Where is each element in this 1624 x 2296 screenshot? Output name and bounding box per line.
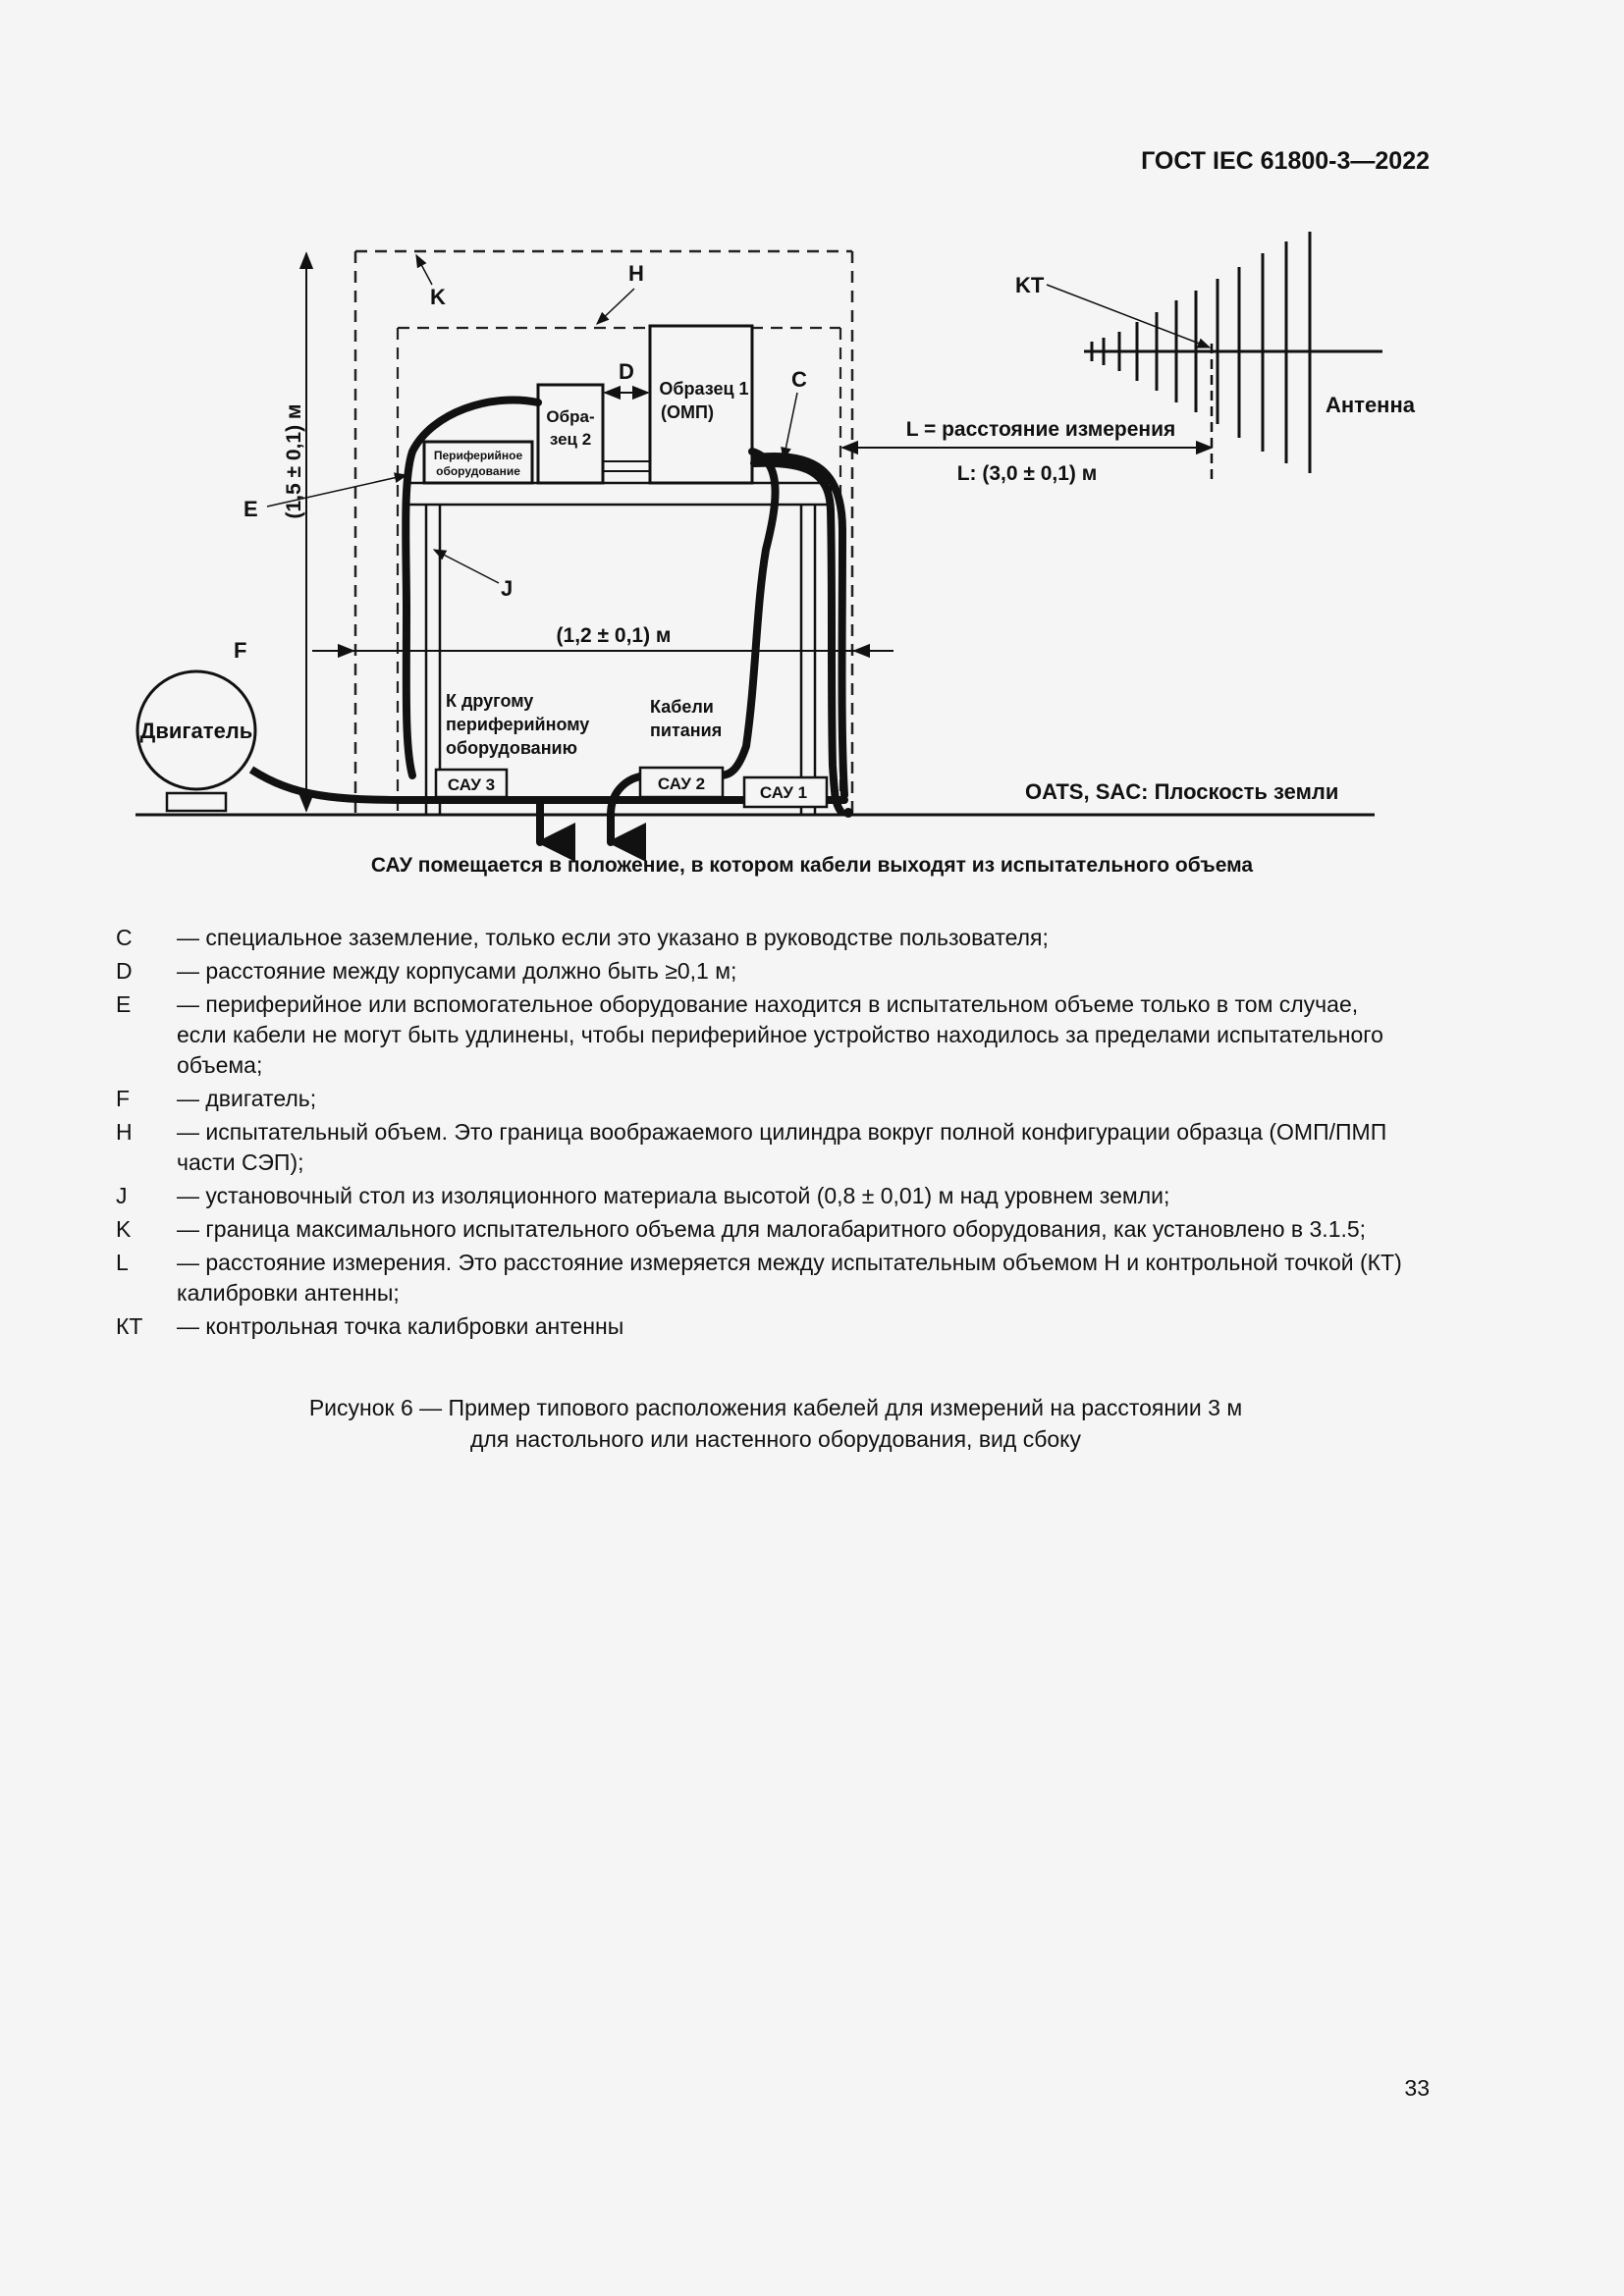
legend-text: — расстояние измерения. Это расстояние измеряется между испытательным объемом H и контрольной точкой (КТ) калибровки антенны; — [177, 1250, 1402, 1306]
legend-key: C — [116, 925, 133, 950]
legend-text: — периферийное или вспомогательное оборудование находится в испытательном объеме только в том случае, если кабели не могут быть удлинены, чтобы периферийное устройство находилось за пределами испытательного объема; — [177, 991, 1383, 1078]
legend-item — [116, 956, 1412, 987]
cau-1-label: САУ 1 — [759, 783, 808, 802]
label-d: D — [619, 359, 634, 384]
legend-item — [116, 923, 1412, 953]
legend-key: H — [116, 1119, 133, 1145]
legend-item — [116, 1311, 1412, 1342]
label-c: C — [791, 367, 807, 392]
legend-key: J — [116, 1183, 128, 1208]
sample-1-label-line1: Образец 1 — [659, 379, 749, 399]
legend-item — [116, 989, 1412, 1081]
distance-label: L = расстояние измерения — [905, 418, 1176, 441]
legend-key: D — [116, 958, 133, 984]
legend-item — [116, 1117, 1412, 1178]
legend-text: — граница максимального испытательного объема для малогабаритного оборудования, как установлено в 3.1.5; — [177, 1216, 1367, 1242]
cable-arrangement-diagram — [0, 0, 1624, 883]
legend-text: — специальное заземление, только если это указано в руководстве пользователя; — [177, 925, 1049, 950]
legend-text: — контрольная точка калибровки антенны — [177, 1313, 624, 1339]
distance-value: L: (3,0 ± 0,1) м — [956, 462, 1098, 485]
power-cables-line2: питания — [650, 721, 723, 740]
legend-item — [116, 1084, 1412, 1114]
page-number: 33 — [1404, 2075, 1430, 2101]
motor-label: Двигатель — [139, 719, 253, 743]
legend-key: E — [116, 991, 132, 1017]
sample-2-label-line1: Обра- — [546, 407, 595, 426]
label-h: H — [628, 261, 644, 286]
legend-text: — испытательный объем. Это граница воображаемого цилиндра вокруг полной конфигурации образца (ОМП/ПМП части СЭП); — [177, 1119, 1387, 1175]
label-j: J — [501, 576, 514, 601]
legend-key: K — [116, 1216, 132, 1242]
document-header: ГОСТ IEC 61800-3—2022 — [1141, 147, 1430, 175]
power-cables-line1: Кабели — [650, 697, 714, 717]
motor-cable — [251, 770, 412, 800]
legend-item — [116, 1181, 1412, 1211]
sample-2-label-line2: зец 2 — [549, 430, 592, 449]
legend-item — [116, 1248, 1412, 1308]
label-f: F — [234, 638, 247, 663]
label-k: K — [430, 285, 446, 309]
legend-list — [116, 923, 1412, 1345]
cau-3-label: САУ 3 — [447, 775, 496, 794]
cables-other-line3: оборудованию — [446, 738, 577, 758]
k-boundary — [355, 251, 852, 815]
peripheral-label-line2: оборудование — [436, 464, 520, 478]
legend-item — [116, 1214, 1412, 1245]
legend-text: — расстояние между корпусами должно быть ≥0,1 м; — [177, 958, 737, 984]
peripheral-label-line1: Периферийное — [433, 449, 523, 462]
antenna-label: Антенна — [1326, 393, 1415, 417]
legend-key: КТ — [116, 1313, 143, 1339]
legend-text: — двигатель; — [177, 1086, 317, 1111]
legend-key: F — [116, 1086, 131, 1111]
cau-2-label: САУ 2 — [657, 774, 706, 793]
legend-text: — установочный стол из изоляционного материала высотой (0,8 ± 0,01) м над уровнем земли; — [177, 1183, 1170, 1208]
label-kt: KT — [1015, 273, 1045, 297]
label-e: E — [244, 497, 258, 521]
figure-caption — [0, 1392, 1551, 1455]
figure-caption-line1: Рисунок 6 — Пример типового расположения кабелей для измерений на расстоянии 3 м — [308, 1395, 1243, 1420]
cables-other-line2: периферийному — [446, 715, 590, 734]
ground-plane-label: OATS, SAC: Плоскость земли — [1025, 779, 1339, 804]
legend-key: L — [116, 1250, 129, 1275]
figure-caption-line2: для настольного или настенного оборудования, вид сбоку — [470, 1426, 1081, 1452]
cables-other-line1: К другому — [446, 691, 534, 711]
height-dimension-label: (1,5 ± 0,1) м — [283, 403, 305, 519]
width-dimension-label: (1,2 ± 0,1) м — [556, 624, 672, 647]
sample-1-label-line2: (ОМП) — [661, 402, 714, 422]
figure-main-caption: САУ помещается в положение, в котором кабели выходят из испытательного объема — [370, 854, 1254, 877]
motor-base — [167, 793, 226, 811]
